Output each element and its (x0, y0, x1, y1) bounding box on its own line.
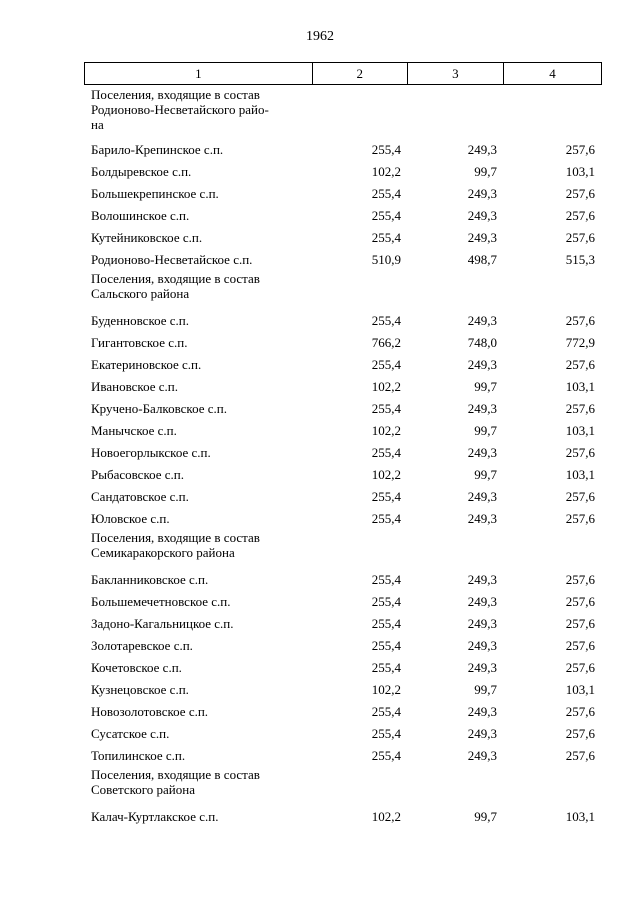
settlement-name: Волошинское с.п. (91, 207, 190, 223)
value-col-4: 772,9 (565, 334, 595, 350)
table-header-row (85, 63, 602, 85)
value-col-2: 102,2 (371, 378, 401, 394)
table-row (84, 678, 602, 700)
header-col-2: 2 (312, 63, 407, 85)
settlement-name: Манычское с.п. (91, 422, 177, 438)
value-col-3: 748,0 (467, 334, 497, 350)
table-row (84, 204, 602, 226)
table-row (84, 590, 602, 612)
section-title: Поселения, входящие в состав Сальского района (91, 271, 260, 301)
value-col-4: 103,1 (565, 466, 595, 482)
value-col-2: 255,4 (371, 312, 401, 328)
value-col-2: 102,2 (371, 422, 401, 438)
settlement-name: Юловское с.п. (91, 510, 170, 526)
value-col-3: 498,7 (467, 251, 497, 267)
value-col-4: 257,6 (565, 207, 595, 223)
value-col-4: 257,6 (565, 229, 595, 245)
value-col-3: 249,3 (467, 444, 497, 460)
value-col-3: 249,3 (467, 725, 497, 741)
value-col-4: 257,6 (565, 571, 595, 587)
value-col-4: 257,6 (565, 185, 595, 201)
value-col-2: 255,4 (371, 510, 401, 526)
settlement-name: Родионово-Несветайское с.п. (91, 251, 253, 267)
header-col-3: 3 (407, 63, 503, 85)
value-col-3: 249,3 (467, 747, 497, 763)
value-col-4: 257,6 (565, 747, 595, 763)
value-col-3: 249,3 (467, 207, 497, 223)
page-number: 1962 (306, 29, 334, 44)
value-col-3: 99,7 (474, 422, 497, 438)
section-heading (84, 529, 602, 568)
settlement-name: Сусатское с.п. (91, 725, 170, 741)
value-col-3: 249,3 (467, 488, 497, 504)
table-row (84, 419, 602, 441)
value-col-3: 249,3 (467, 593, 497, 609)
section-heading (84, 86, 602, 138)
table-row (84, 700, 602, 722)
table-row (84, 656, 602, 678)
value-col-3: 249,3 (467, 703, 497, 719)
table-row (84, 463, 602, 485)
value-col-4: 103,1 (565, 808, 595, 824)
settlement-name: Золотаревское с.п. (91, 637, 193, 653)
value-col-3: 249,3 (467, 510, 497, 526)
value-col-2: 102,2 (371, 466, 401, 482)
value-col-4: 515,3 (565, 251, 595, 267)
value-col-4: 103,1 (565, 163, 595, 179)
header-col-1: 1 (85, 63, 313, 85)
settlement-name: Новозолотовское с.п. (91, 703, 209, 719)
value-col-4: 257,6 (565, 444, 595, 460)
value-col-2: 255,4 (371, 747, 401, 763)
value-col-4: 257,6 (565, 312, 595, 328)
value-col-3: 99,7 (474, 681, 497, 697)
value-col-2: 255,4 (371, 615, 401, 631)
value-col-4: 103,1 (565, 378, 595, 394)
value-col-2: 102,2 (371, 808, 401, 824)
value-col-2: 255,4 (371, 725, 401, 741)
value-col-4: 257,6 (565, 141, 595, 157)
value-col-3: 249,3 (467, 615, 497, 631)
settlement-name: Кузнецовское с.п. (91, 681, 189, 697)
section-heading (84, 766, 602, 805)
settlement-name: Ивановское с.п. (91, 378, 178, 394)
value-col-2: 766,2 (371, 334, 401, 350)
settlement-name: Задоно-Кагальницкое с.п. (91, 615, 234, 631)
value-col-3: 99,7 (474, 466, 497, 482)
table-row (84, 248, 602, 270)
value-col-2: 255,4 (371, 593, 401, 609)
value-col-2: 255,4 (371, 703, 401, 719)
value-col-4: 257,6 (565, 356, 595, 372)
table-row (84, 353, 602, 375)
settlement-name: Большекрепинское с.п. (91, 185, 219, 201)
value-col-3: 249,3 (467, 400, 497, 416)
table-row (84, 744, 602, 766)
settlement-name: Рыбасовское с.п. (91, 466, 185, 482)
value-col-3: 249,3 (467, 659, 497, 675)
table-row (84, 568, 602, 590)
value-col-4: 257,6 (565, 615, 595, 631)
value-col-2: 255,4 (371, 637, 401, 653)
value-col-2: 510,9 (371, 251, 401, 267)
value-col-2: 255,4 (371, 488, 401, 504)
value-col-4: 103,1 (565, 422, 595, 438)
value-col-4: 257,6 (565, 659, 595, 675)
value-col-3: 249,3 (467, 571, 497, 587)
table-row (84, 138, 602, 160)
table-row (84, 397, 602, 419)
value-col-3: 249,3 (467, 637, 497, 653)
table-row (84, 805, 602, 827)
settlement-name: Екатериновское с.п. (91, 356, 202, 372)
settlement-name: Топилинское с.п. (91, 747, 186, 763)
section-heading (84, 270, 602, 309)
settlement-name: Новоегорлыкское с.п. (91, 444, 211, 460)
value-col-2: 102,2 (371, 681, 401, 697)
value-col-3: 249,3 (467, 229, 497, 245)
table-row (84, 226, 602, 248)
header-col-4: 4 (503, 63, 601, 85)
value-col-4: 257,6 (565, 400, 595, 416)
settlement-name: Болдыревское с.п. (91, 163, 192, 179)
value-col-2: 255,4 (371, 207, 401, 223)
value-col-2: 255,4 (371, 141, 401, 157)
settlement-name: Кочетовское с.п. (91, 659, 182, 675)
value-col-3: 249,3 (467, 141, 497, 157)
value-col-4: 257,6 (565, 703, 595, 719)
value-col-4: 257,6 (565, 510, 595, 526)
value-col-4: 257,6 (565, 725, 595, 741)
value-col-3: 99,7 (474, 163, 497, 179)
value-col-4: 103,1 (565, 681, 595, 697)
table-row (84, 182, 602, 204)
settlement-name: Кручено-Балковское с.п. (91, 400, 227, 416)
settlement-name: Большемечетновское с.п. (91, 593, 231, 609)
value-col-2: 255,4 (371, 571, 401, 587)
table-row (84, 722, 602, 744)
value-col-4: 257,6 (565, 593, 595, 609)
table-row (84, 485, 602, 507)
settlement-name: Гигантовское с.п. (91, 334, 188, 350)
section-title: Поселения, входящие в состав Семикаракорского района (91, 530, 260, 560)
table-header (84, 62, 602, 85)
value-col-3: 99,7 (474, 808, 497, 824)
table-row (84, 507, 602, 529)
value-col-2: 255,4 (371, 659, 401, 675)
section-title: Поселения, входящие в состав Родионово-Несветайского райо- на (91, 87, 269, 132)
value-col-2: 102,2 (371, 163, 401, 179)
value-col-4: 257,6 (565, 488, 595, 504)
value-col-2: 255,4 (371, 185, 401, 201)
value-col-2: 255,4 (371, 444, 401, 460)
settlement-name: Барило-Крепинское с.п. (91, 141, 224, 157)
section-title: Поселения, входящие в состав Советского района (91, 767, 260, 797)
table-row (84, 331, 602, 353)
value-col-3: 99,7 (474, 378, 497, 394)
value-col-3: 249,3 (467, 185, 497, 201)
table-row (84, 612, 602, 634)
value-col-2: 255,4 (371, 400, 401, 416)
settlement-name: Кутейниковское с.п. (91, 229, 203, 245)
table-row (84, 160, 602, 182)
table-row (84, 309, 602, 331)
table-row (84, 634, 602, 656)
value-col-2: 255,4 (371, 229, 401, 245)
settlement-name: Буденновское с.п. (91, 312, 190, 328)
value-col-3: 249,3 (467, 356, 497, 372)
value-col-3: 249,3 (467, 312, 497, 328)
settlement-name: Бакланниковское с.п. (91, 571, 209, 587)
table-row (84, 441, 602, 463)
settlement-name: Сандатовское с.п. (91, 488, 189, 504)
settlement-name: Калач-Куртлакское с.п. (91, 808, 219, 824)
value-col-2: 255,4 (371, 356, 401, 372)
table-body (84, 86, 602, 827)
value-col-4: 257,6 (565, 637, 595, 653)
table-row (84, 375, 602, 397)
